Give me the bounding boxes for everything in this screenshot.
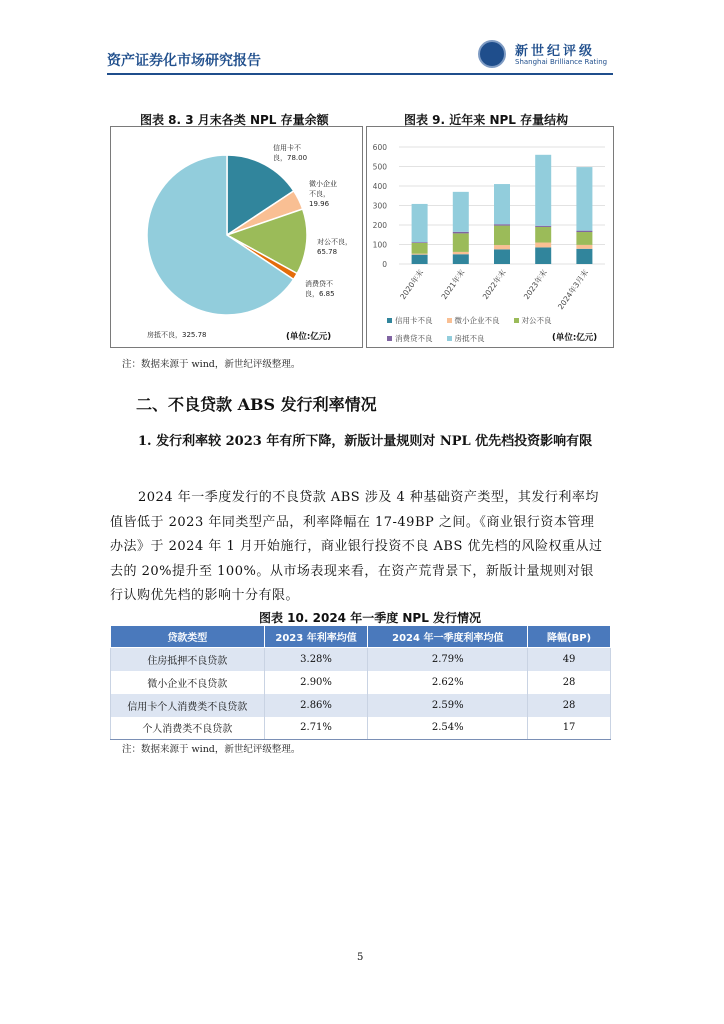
figure8-title: 图表 8. 3 月末各类 NPL 存量余额 [140,113,329,127]
header-divider [107,73,613,75]
pie-label-micro: 微小企业 不良， 19.96 [309,180,337,208]
legend-credit-card: 信用卡不良 [387,315,433,326]
logo-text-cn: 新世纪评级 [515,44,596,59]
cell-decline: 17 [528,717,611,740]
bar-segment [535,155,551,226]
table-row [111,694,611,717]
y-tick-label: 600 [372,143,387,152]
bar-segment [453,233,469,252]
bar-segment [576,167,592,231]
bar-segment [453,252,469,254]
cell-2023-rate: 2.71% [264,717,368,740]
brilliance-logo-icon [478,40,506,68]
cell-loan-type: 住房抵押不良贷款 [111,648,265,671]
col-header-2023-rate: 2023 年利率均值 [264,626,368,648]
bar-segment [576,245,592,249]
x-tick-label: 2021年末 [439,267,467,302]
bar-segment [453,192,469,232]
source-note-1: 注：数据来源于 wind，新世纪评级整理。 [122,359,301,370]
cell-loan-type: 微小企业不良贷款 [111,671,265,694]
para-line: 办法》于 2024 年 1 月开始施行，商业银行投资不良 ABS 优先档的风险权重从过 [110,539,603,554]
legend-row-2 [387,333,485,344]
pie-label-consumer: 消费贷不 良，6.85 [305,280,335,298]
body-paragraph [110,486,616,609]
pie-label-corporate: 对公不良， 65.78 [317,238,352,256]
bar-segment [535,247,551,264]
bar-segment [494,184,510,224]
bar-segment [412,254,428,255]
y-tick-label: 300 [372,201,387,211]
legend-swatch-icon [447,336,452,341]
bar-segment [412,243,428,254]
col-header-loan-type: 贷款类型 [111,626,265,648]
legend-consumer: 消费贷不良 [387,333,433,344]
bar-segment [412,204,428,242]
bar-segment [535,227,551,243]
x-tick-label: 2024年3月末 [556,267,591,312]
bar-segment [494,245,510,249]
y-tick-label: 100 [372,240,387,250]
col-header-2024q1-rate: 2024 年一季度利率均值 [368,626,528,648]
legend-micro: 微小企业不良 [447,315,500,326]
logo-text-en: Shanghai Brilliance Rating [515,58,608,66]
y-tick-label: 400 [372,182,387,191]
y-tick-label: 200 [372,221,387,230]
legend-row-1 [387,315,552,326]
cell-2023-rate: 3.28% [264,648,368,671]
table-row [111,648,611,671]
pie-label-mortgage: 房抵不良，325.78 [147,331,207,339]
bar-segment [535,226,551,227]
para-line: 值皆低于 2023 年同类型产品，利率降幅在 17-49BP 之间。《商业银行资本管理 [110,514,595,530]
para-line: 2024 年一季度发行的不良贷款 ABS 涉及 4 种基础资产类型，其发行利率均 [138,490,599,505]
report-title: 资产证券化市场研究报告 [107,53,261,69]
cell-2024q1-rate: 2.59% [368,694,528,717]
legend-corporate: 对公不良 [514,315,552,326]
cell-2023-rate: 2.90% [264,671,368,694]
x-tick-label: 2023年末 [521,267,549,302]
para-line: 去的 20%提升至 100%。从市场表现来看，在资产荒背景下，新版计量规则对银 [110,563,594,579]
cell-loan-type: 信用卡个人消费类不良贷款 [111,694,265,717]
legend-mortgage: 房抵不良 [447,333,485,344]
para-line: 行认购优先档的影响十分有限。 [110,588,300,603]
bar-segment [494,224,510,225]
npl-issuance-table [110,625,611,740]
cell-decline: 49 [528,648,611,671]
bar-segment [412,242,428,243]
table-row [111,671,611,694]
cell-2024q1-rate: 2.79% [368,648,528,671]
bar-segment [453,232,469,234]
cell-2024q1-rate: 2.54% [368,717,528,740]
legend-swatch-icon [447,318,452,323]
bar-segment [412,255,428,264]
x-tick-label: 2020年末 [398,267,426,302]
cell-loan-type: 个人消费类不良贷款 [111,717,265,740]
bar-segment [494,249,510,264]
legend-swatch-icon [387,318,392,323]
cell-decline: 28 [528,694,611,717]
table10-title: 图表 10. 2024 年一季度 NPL 发行情况 [259,611,482,625]
figure9-unit: (单位:亿元) [552,333,598,343]
table-header-row [111,626,611,648]
figure8-frame [110,126,363,348]
col-header-decline: 降幅(BP) [528,626,611,648]
x-tick-label: 2022年末 [480,267,508,302]
bar-segment [535,243,551,248]
bar-segment [494,226,510,246]
legend-swatch-icon [387,336,392,341]
figure9-frame [366,126,614,348]
figure8-unit: (单位:亿元) [286,332,332,342]
y-tick-label: 500 [372,162,387,172]
sub-heading: 1. 发行利率较 2023 年有所下降，新版计量规则对 NPL 优先档投资影响有限 [138,434,593,449]
pie-label-credit-card: 信用卡不 良，78.00 [273,144,308,162]
page-number: 5 [357,952,364,963]
legend-swatch-icon [514,318,519,323]
table-row [111,717,611,740]
bar-segment [576,249,592,264]
source-note-2: 注：数据来源于 wind，新世纪评级整理。 [122,744,301,755]
cell-2023-rate: 2.86% [264,694,368,717]
figure9-title: 图表 9. 近年来 NPL 存量结构 [404,113,569,127]
bar-segment [453,254,469,264]
cell-decline: 28 [528,671,611,694]
cell-2024q1-rate: 2.62% [368,671,528,694]
section-heading: 二、不良贷款 ABS 发行利率情况 [136,395,377,414]
y-tick-label: 0 [382,260,387,269]
bar-segment [576,231,592,232]
bar-segment [576,232,592,245]
